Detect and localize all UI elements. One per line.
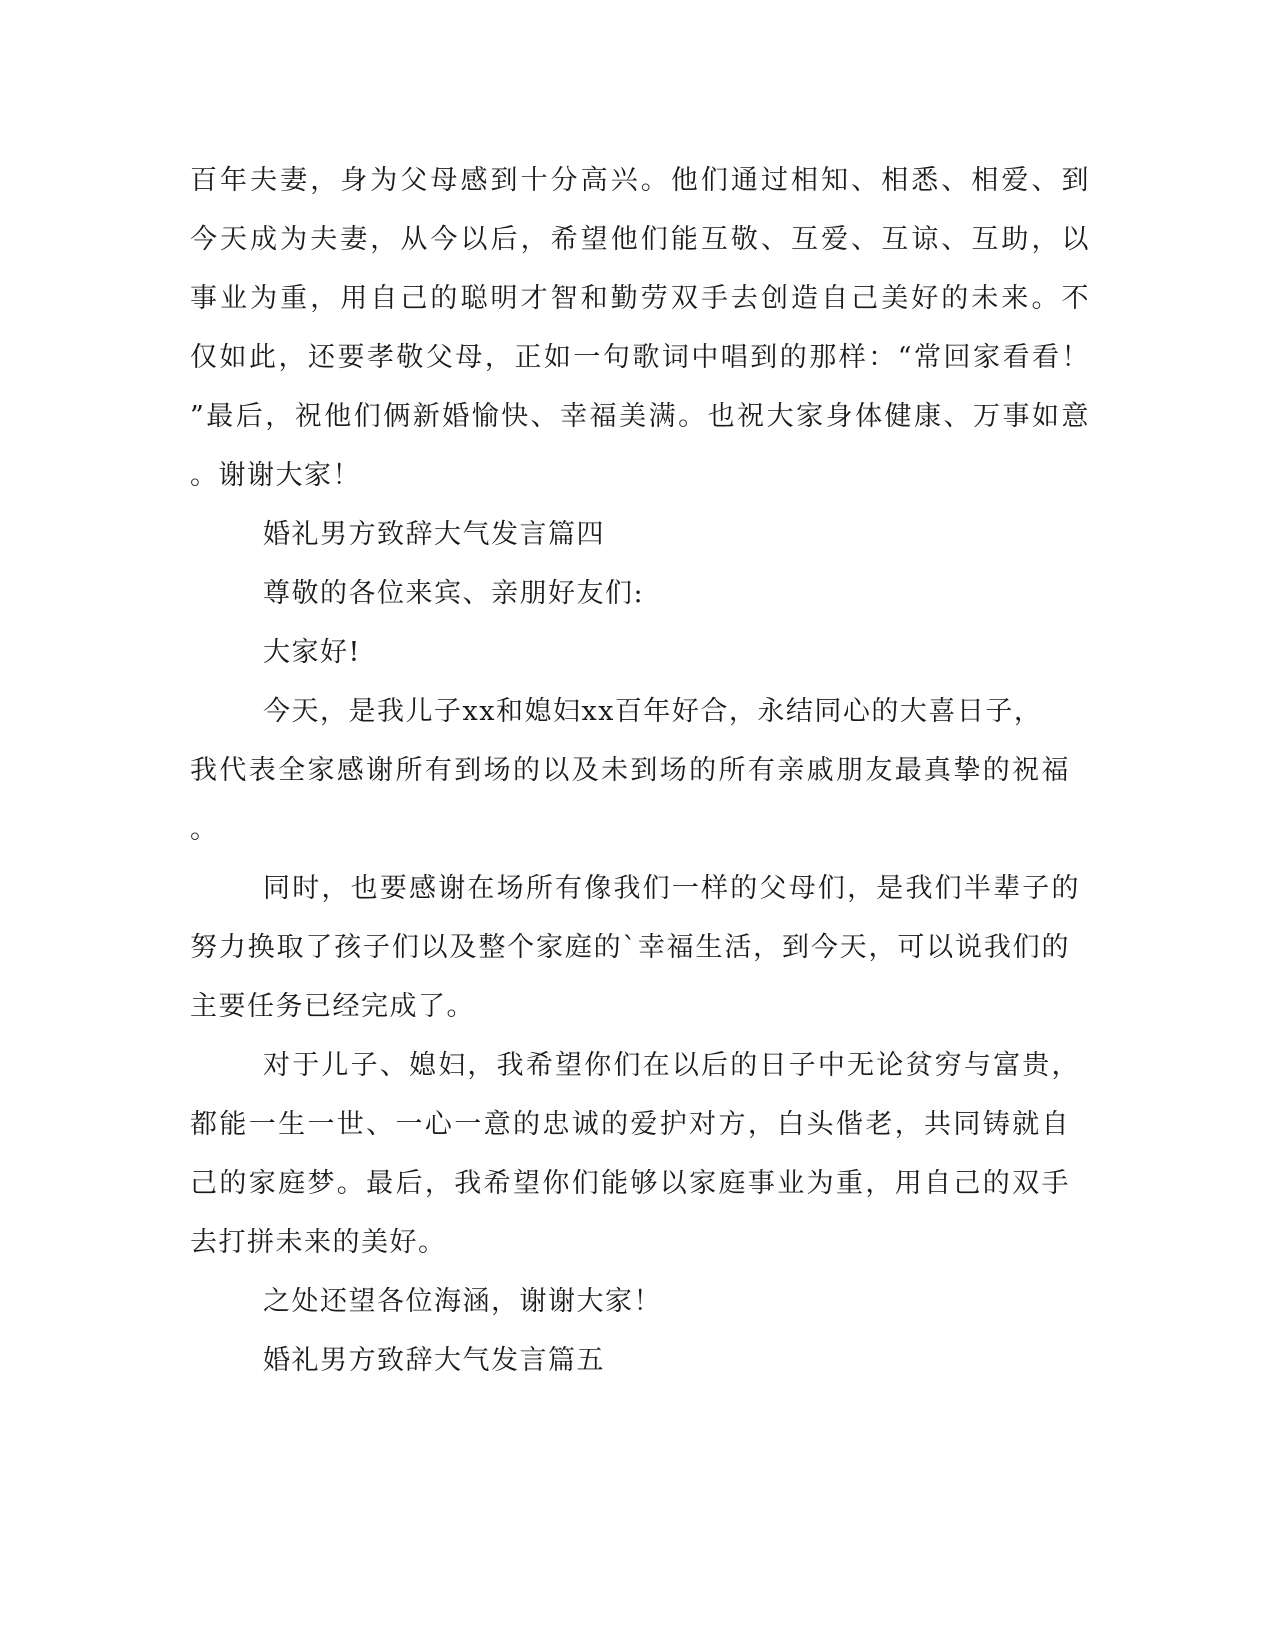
paragraph-line: 之处还望各位海涵，谢谢大家！: [263, 1286, 662, 1317]
paragraph-line: 我代表全家感谢所有到场的以及未到场的所有亲戚朋友最真挚的祝福: [190, 755, 1070, 786]
paragraph-line: 。谢谢大家！: [190, 460, 361, 491]
paragraph-line: 。: [190, 814, 219, 845]
paragraph-line: 去打拼未来的美好。: [190, 1227, 447, 1258]
paragraph-line: 百年夫妻，身为父母感到十分高兴。他们通过相知、相悉、相爱、到: [190, 165, 1090, 196]
paragraph-line: 今天成为夫妻，从今以后，希望他们能互敬、互爱、互谅、互助，以: [190, 224, 1090, 255]
section-heading: 婚礼男方致辞大气发言篇四: [263, 519, 605, 550]
paragraph-line: 仅如此，还要孝敬父母，正如一句歌词中唱到的那样：“常回家看看！: [190, 342, 1090, 373]
paragraph-line: 己的家庭梦。最后，我希望你们能够以家庭事业为重，用自己的双手: [190, 1168, 1070, 1199]
paragraph-line: 都能一生一世、一心一意的忠诚的爱护对方，白头偕老，共同铸就自: [190, 1109, 1070, 1140]
paragraph-line: 今天，是我儿子xx和媳妇xx百年好合，永结同心的大喜日子，: [263, 696, 1043, 727]
paragraph-line: 对于儿子、媳妇，我希望你们在以后的日子中无论贫穷与富贵，: [263, 1050, 1080, 1081]
paragraph-line: 主要任务已经完成了。: [190, 991, 475, 1022]
greeting: 大家好!: [263, 637, 361, 668]
salutation: 尊敬的各位来宾、亲朋好友们:: [263, 578, 645, 609]
paragraph-line: 努力换取了孩子们以及整个家庭的`幸福生活，到今天，可以说我们的: [190, 932, 1070, 963]
section-heading: 婚礼男方致辞大气发言篇五: [263, 1345, 605, 1376]
paragraph-line: 同时，也要感谢在场所有像我们一样的父母们，是我们半辈子的: [263, 873, 1080, 904]
paragraph-line: ”最后，祝他们俩新婚愉快、幸福美满。也祝大家身体健康、万事如意: [190, 401, 1090, 432]
paragraph-line: 事业为重，用自己的聪明才智和勤劳双手去创造自己美好的未来。不: [190, 283, 1090, 314]
